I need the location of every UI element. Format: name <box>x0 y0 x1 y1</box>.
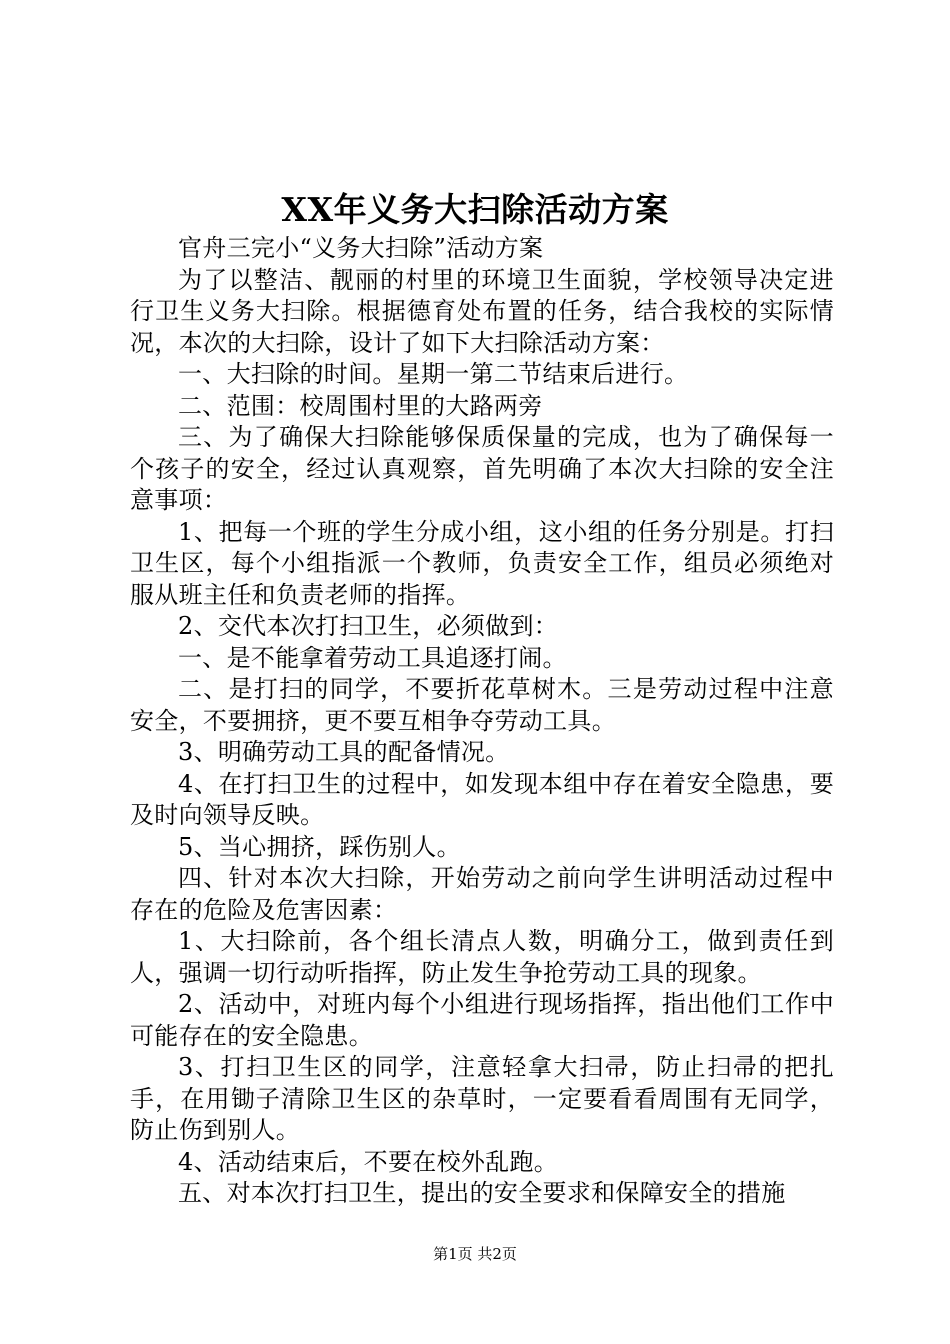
paragraph-subtitle: 官舟三完小“义务大扫除”活动方案 <box>178 234 544 262</box>
paragraph-safety-2: 2、交代本次打扫卫生，必须做到： <box>178 612 559 640</box>
paragraph-time: 一、大扫除的时间。星期一第二节结束后进行。 <box>178 360 689 388</box>
paragraph-safety-3: 3、明确劳动工具的配备情况。 <box>178 738 510 766</box>
paragraph-safety-5: 5、当心拥挤，踩伤别人。 <box>178 832 461 861</box>
paragraph-measures: 五、对本次打扫卫生，提出的安全要求和保障安全的措施 <box>178 1179 786 1207</box>
paragraph-hazard-4: 4、活动结束后，不要在校外乱跑。 <box>178 1147 559 1176</box>
paragraph-hazard-3: 3、打扫卫生区的同学，注意轻拿大扫帚，防止扫帚的把扎手，在用锄子清除卫生区的杂草时，一定要看看周围有无同学，防止伤到别人。 <box>130 1053 834 1144</box>
paragraph-hazard-2: 2、活动中，对班内每个小组进行现场指挥，指出他们工作中可能存在的安全隐患。 <box>130 990 834 1050</box>
paragraph-safety-4: 4、在打扫卫生的过程中，如发现本组中存在着安全隐患，要及时向领导反映。 <box>130 769 834 829</box>
paragraph-intro: 为了以整洁、靓丽的村里的环境卫生面貌，学校领导决定进行卫生义务大扫除。根据德育处布置的任务，结合我校的实际情况，本次的大扫除，设计了如下大扫除活动方案： <box>130 265 834 357</box>
document-title: XX年义务大扫除活动方案 <box>281 190 669 229</box>
page-number-footer: 第1页 共2页 <box>433 1245 517 1263</box>
paragraph-hazards-intro: 四、针对本次大扫除，开始劳动之前向学生讲明活动过程中存在的危险及危害因素： <box>130 864 834 924</box>
paragraph-safety-1: 1、把每一个班的学生分成小组，这小组的任务分别是。打扫卫生区，每个小组指派一个教师，负责安全工作，组员必须绝对服从班主任和负责老师的指挥。 <box>130 517 834 609</box>
paragraph-scope: 二、范围：校周围村里的大路两旁 <box>178 391 543 420</box>
paragraph-hazard-1: 1、大扫除前，各个组长清点人数，明确分工，做到责任到人，强调一切行动听指挥，防止发生争抢劳动工具的现象。 <box>130 927 834 987</box>
paragraph-rule-1: 一、是不能拿着劳动工具追逐打闹。 <box>178 643 567 672</box>
paragraph-safety-intro: 三、为了确保大扫除能够保质保量的完成，也为了确保每一个孩子的安全，经过认真观察，首先明确了本次大扫除的安全注意事项： <box>130 423 834 514</box>
paragraph-rule-2: 二、是打扫的同学，不要折花草树木。三是劳动过程中注意安全，不要拥挤，更不要互相争夺劳动工具。 <box>130 675 834 735</box>
document-body <box>130 233 834 1210</box>
